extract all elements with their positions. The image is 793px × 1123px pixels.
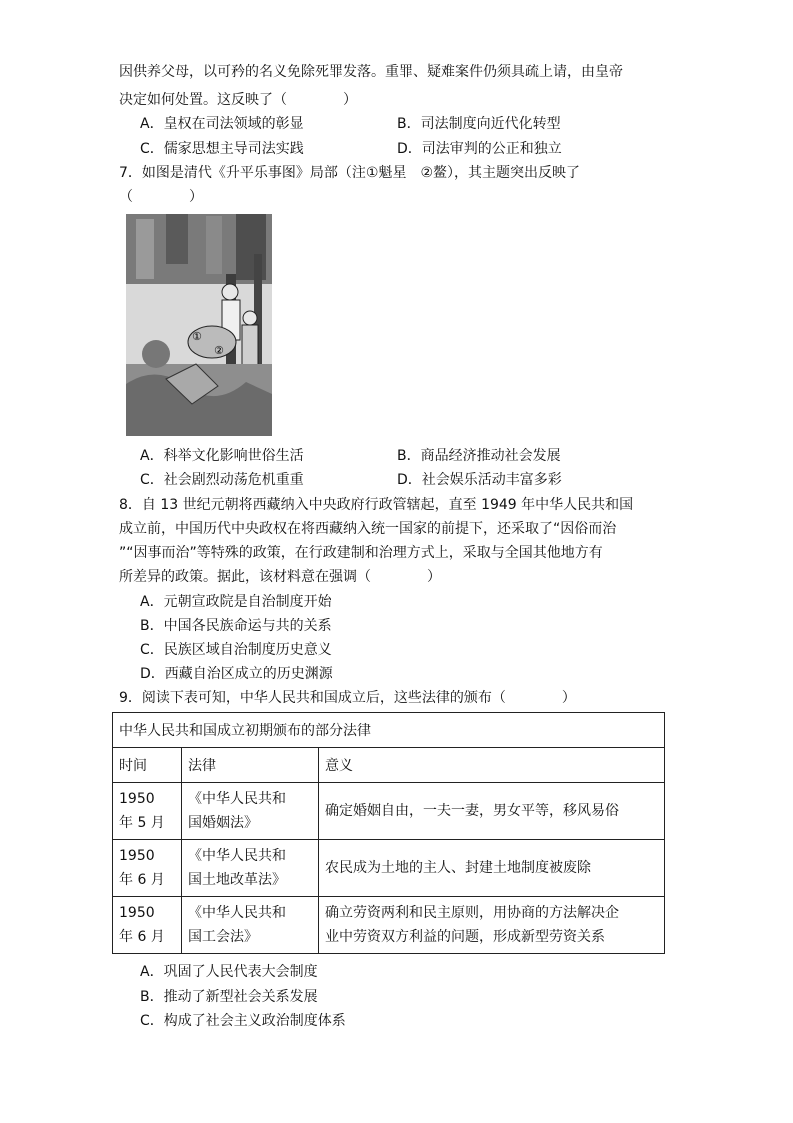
law-line: 《中华人民共和 bbox=[188, 791, 286, 807]
q9-stem: 9．阅读下表可知，中华人民共和国成立后，这些法律的颁布（ ） bbox=[119, 690, 576, 706]
law-line: 国工会法》 bbox=[188, 929, 258, 945]
figure-label-2: ② bbox=[214, 344, 224, 357]
q8-stem-line: 8．自 13 世纪元朝将西藏纳入中央政府行政管辖起，直至 1949 年中华人民共和国 bbox=[119, 497, 634, 513]
law-line: 国婚姻法》 bbox=[188, 815, 258, 831]
cell-meaning bbox=[319, 783, 665, 840]
q7-stem-blank: （ ） bbox=[119, 189, 203, 205]
q7-option-d[interactable]: D．社会娱乐活动丰富多彩 bbox=[397, 472, 562, 488]
time-line: 1950 bbox=[119, 791, 155, 807]
figure-label-1: ① bbox=[192, 330, 202, 343]
q8-option-a[interactable]: A．元朝宣政院是自治制度开始 bbox=[140, 594, 332, 610]
cell-law bbox=[182, 897, 319, 954]
q7-stem: 7．如图是清代《升平乐事图》局部（注①魁星 ②鳌），其主题突出反映了 bbox=[119, 165, 581, 181]
q8-stem-line: ”“因事而治”等特殊的政策，在行政建制和治理方式上，采取与全国其他地方有 bbox=[119, 545, 603, 561]
law-line: 《中华人民共和 bbox=[188, 905, 286, 921]
q6-option-c[interactable]: C．儒家思想主导司法实践 bbox=[140, 141, 304, 157]
q9-option-c[interactable]: C．构成了社会主义政治制度体系 bbox=[140, 1013, 346, 1029]
q8-stem-line: 成立前，中国历代中央政权在将西藏纳入统一国家的前提下，还采取了“因俗而治 bbox=[119, 521, 617, 537]
cell-law bbox=[182, 783, 319, 840]
meaning-line: 业中劳资双方利益的问题，形成新型劳资关系 bbox=[325, 929, 605, 945]
q8-stem-line: 所差异的政策。据此，该材料意在强调（ ） bbox=[119, 569, 441, 585]
table-row bbox=[113, 783, 665, 840]
law-line: 国土地改革法》 bbox=[188, 872, 286, 888]
q6-option-d[interactable]: D．司法审判的公正和独立 bbox=[397, 141, 562, 157]
table-title: 中华人民共和国成立初期颁布的部分法律 bbox=[113, 713, 665, 748]
table-row bbox=[113, 840, 665, 897]
cell-time bbox=[113, 897, 182, 954]
header-law: 法律 bbox=[182, 748, 319, 783]
q6-option-b[interactable]: B．司法制度向近代化转型 bbox=[397, 116, 561, 132]
q8-option-b[interactable]: B．中国各民族命运与共的关系 bbox=[140, 618, 332, 634]
q8-option-d[interactable]: D．西藏自治区成立的历史渊源 bbox=[140, 666, 333, 682]
meaning-line: 确立劳资两利和民主原则，用协商的方法解决企 bbox=[325, 905, 619, 921]
q7-option-b[interactable]: B．商品经济推动社会发展 bbox=[397, 448, 561, 464]
header-time: 时间 bbox=[113, 748, 182, 783]
table-row bbox=[113, 897, 665, 954]
cell-law bbox=[182, 840, 319, 897]
q6-text-line: 决定如何处置。这反映了（ ） bbox=[119, 92, 357, 108]
q9-option-a[interactable]: A．巩固了人民代表大会制度 bbox=[140, 964, 318, 980]
meaning-line: 确定婚姻自由，一夫一妻，男女平等，移风易俗 bbox=[325, 803, 619, 819]
time-line: 年 5 月 bbox=[119, 815, 165, 831]
meaning-line: 农民成为土地的主人、封建土地制度被废除 bbox=[325, 860, 591, 876]
q6-text-line: 因供养父母，以可矜的名义免除死罪发落。重罪、疑难案件仍须具疏上请，由皇帝 bbox=[119, 64, 623, 80]
time-line: 1950 bbox=[119, 848, 155, 864]
time-line: 年 6 月 bbox=[119, 929, 165, 945]
q8-option-c[interactable]: C．民族区域自治制度历史意义 bbox=[140, 642, 332, 658]
header-meaning: 意义 bbox=[319, 748, 665, 783]
time-line: 1950 bbox=[119, 905, 155, 921]
q9-option-b[interactable]: B．推动了新型社会关系发展 bbox=[140, 989, 318, 1005]
cell-time bbox=[113, 840, 182, 897]
law-line: 《中华人民共和 bbox=[188, 848, 286, 864]
q7-option-c[interactable]: C．社会剧烈动荡危机重重 bbox=[140, 472, 304, 488]
q7-option-a[interactable]: A．科举文化影响世俗生活 bbox=[140, 448, 304, 464]
time-line: 年 6 月 bbox=[119, 872, 165, 888]
cell-meaning bbox=[319, 897, 665, 954]
law-table bbox=[112, 712, 665, 954]
shengping-painting-image bbox=[126, 214, 272, 436]
q6-option-a[interactable]: A．皇权在司法领域的彰显 bbox=[140, 116, 304, 132]
cell-time bbox=[113, 783, 182, 840]
cell-meaning bbox=[319, 840, 665, 897]
